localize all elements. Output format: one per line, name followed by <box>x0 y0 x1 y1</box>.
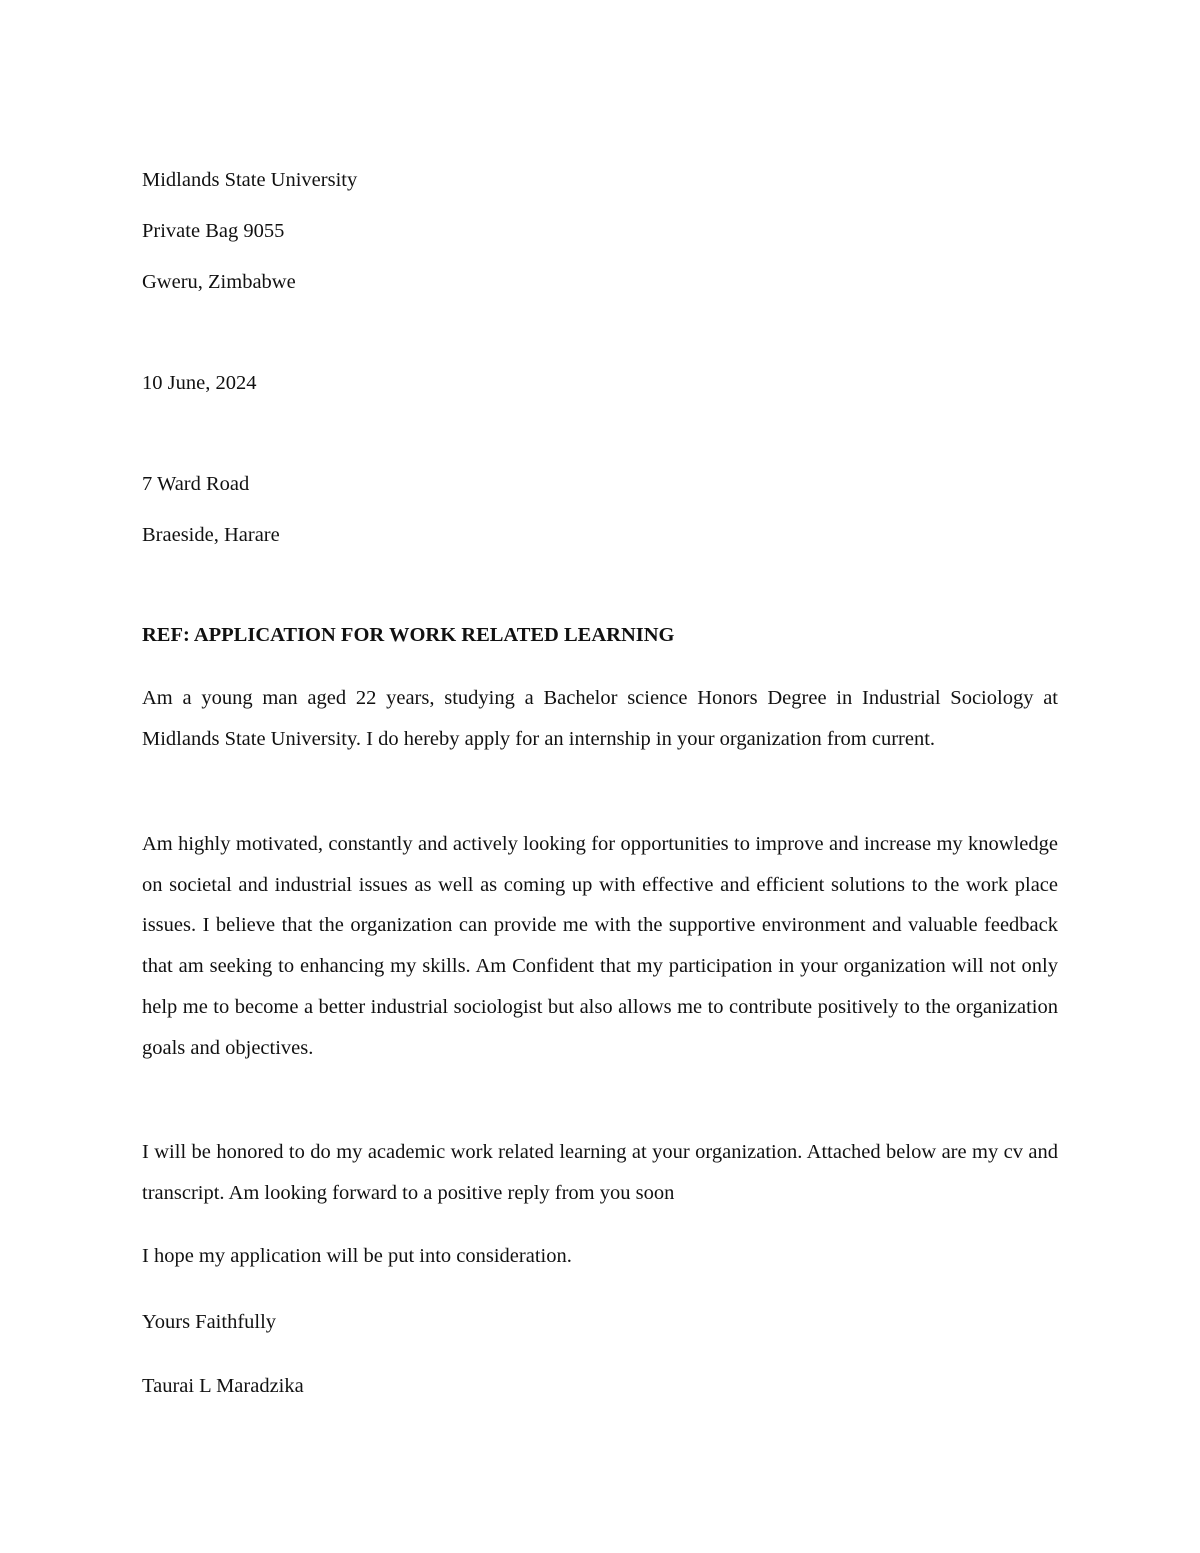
subject-heading: REF: APPLICATION FOR WORK RELATED LEARNING <box>142 624 675 646</box>
sender-city: Gweru, Zimbabwe <box>142 271 296 293</box>
recipient-address-line: 7 Ward Road <box>142 473 250 495</box>
closing: Yours Faithfully <box>142 1311 277 1333</box>
body-paragraph-4: I hope my application will be put into consideration. <box>142 1245 572 1267</box>
body-paragraph-1: Am a young man aged 22 years, studying a Bachelor science Honors Degree in Industrial Sociology at Midlands State University. I do hereby apply for an internship in your organization from current. <box>142 687 1058 750</box>
body-paragraph-2: Am highly motivated, constantly and actively looking for opportunities to improve and increase my knowledge on societal and industrial issues as well as coming up with effective and efficient solutions to the work place issues. I believe that the organization can provide me with the supportive environment and valuable feedback that am seeking to enhancing my skills. Am Confident that my participation in your organization will not only help me to become a better industrial sociologist but also allows me to contribute positively to the organization goals and objectives. <box>142 833 1058 1059</box>
letter-date: 10 June, 2024 <box>142 372 257 394</box>
signature-name: Taurai L Maradzika <box>142 1375 304 1397</box>
sender-address-line: Private Bag 9055 <box>142 220 285 242</box>
recipient-city: Braeside, Harare <box>142 524 280 546</box>
sender-institution: Midlands State University <box>142 169 358 191</box>
body-paragraph-3: I will be honored to do my academic work related learning at your organization. Attached below are my cv and transcript. Am looking forward to a positive reply from you soon <box>142 1141 1058 1204</box>
